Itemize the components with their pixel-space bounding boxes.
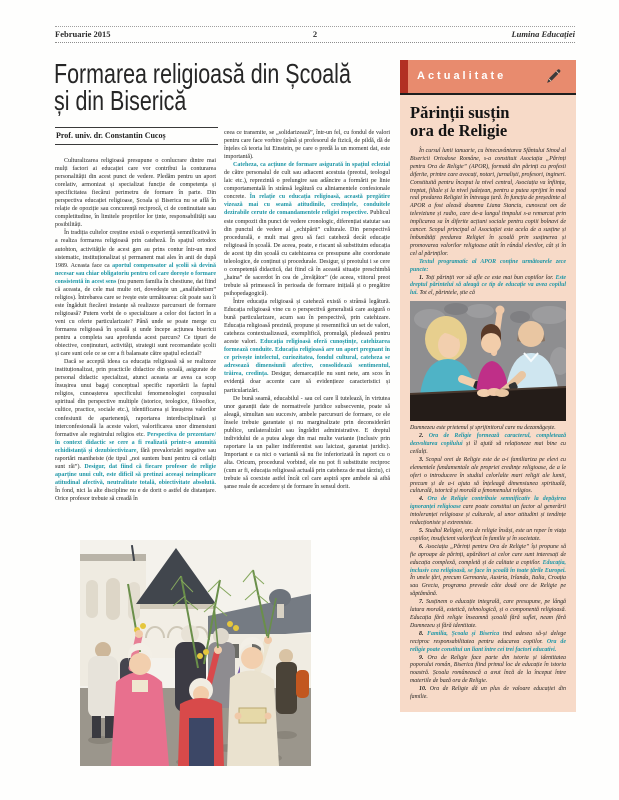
sidebar: [400, 60, 576, 712]
procession-photo-image: [80, 540, 311, 766]
paragraph: Textul programatic al APOR conține următoarele zece puncte:: [410, 258, 566, 273]
header-date: Februarie 2015: [55, 29, 111, 39]
family-photo: [410, 301, 566, 421]
section-header: [400, 60, 576, 93]
sidebar-title-line-2: ora de Religie: [410, 121, 508, 140]
paragraph: 6. Asociația „Părinți pentru Ora de Religie” își propune să fie aproape de părinți, apărători ai celor care sunt interesați de educația complexă, completă și de calitate a copiilor. Educația, inclusiv cea religioasă, se face în școală în toate țările Europei. În unele țări, precum Germania, Austria, Irlanda, Italia, Croația sau Grecia, programa prevede câte două ore de Religie pe săptămână.: [410, 543, 567, 598]
paragraph: 1. Toți părinții vor să afle ce este mai bun copiilor lor. Este dreptul părintelui să aleagă ce tip de educație va avea copilul lui. Tot el, părintele, știe că: [410, 274, 567, 297]
paragraph: În cursul lunii ianuarie, cu binecuvântarea Sfântului Sinod al Bisericii Ortodoxe Române, s-a constituit Asociația „Părinți pentru Ora de Religie” (APOR), formată din părinți cu profesii diferite, printre care avocați, notari, jurnaliști, profesori, ingineri. Constituită pentru început la nivel central, Asociația va înființa, treptat, filiale și la nivel județean, pentru a putea sprijini în mod real predarea Religiei în întreaga țară. În funcția de președinte al APOR a fost aleasă doamna Liana Stanciu, cunoscut om de televiziune și radio, care de-a lungul timpului s-a remarcat prin implicarea sa în diferite acțiuni sociale pentru copiii bolnavi de cancer. Scopul principal al Asociației este acela de a susține și îmbunătăți predarea Religiei în școală prin susținerea și promovarea valorilor religioase atât în rândul elevilor, cât și în cel al părinților.: [410, 148, 566, 257]
paragraph: În tradiția cultelor creștine există o experiență semnificativă în a realiza formarea religioasă prin cateheză. În spațiul ortodox autohton, activitățile de acest gen au prins contur într-un mod sistematic, instituționalizat și permanent mai ales în anii de după 1989. Aceasta face ca aportul compensator al școlii să devină necesar sau chiar obligatoriu pentru cel care dorește o formare consistentă în acest sens (nu punem familia în chestiune, dat fiind că aceasta, de cele mai multe ori, dovedește un „analfabetism” religios). Întrebarea care se ivește este următoarea: cât poate sau îi este îngăduit fiecărei instanțe să realizeze parcursuri de formare religioasă? Putem vorbi de o specializare a celor doi factori în a veni cu oferte particularizate? Până unde se poate merge cu formarea religioasă în școală și unde începe acțiunea bisericii pentru a completa sau aprofunda acest parcurs? Ce tipuri de obiective, conținuturi, activități, strategii sunt recomandate școlii și care sunt cele ce se cer a fi balansate către spațiul eclezial?: [55, 230, 216, 358]
paragraph: 5. Studiul Religiei, ora de religie însăși, este un reper în viața copiilor, insuficient valorificat în familie și în societate.: [410, 528, 567, 542]
author-byline: Prof. univ. dr. Constantin Cucoș: [55, 127, 218, 145]
paragraph: De bună seamă, educabilul - sau cel care îl tutelează, în virtutea unor garanții date de normativele juridice subsecvente, poate să aleagă, simultan sau succesiv, ambele parcursuri de formare, ce ele însele trebuie garantate și nu marginalizate prin deconsiderări publice, unilateralizări sau îngrădiri administrative. E dreptul individului de a putea alege din mai multe variante (inclusiv prin raportare la un palier indiferentist sau laicizat, garantat juridic). Important e ca nici o variantă să nu fie inferiorizată în raport cu o alta. Oricum, procedural vorbind, ele nu pot fi substituite reciproc (cum ar fi, educația religioasă actuală prin cateheza de mai târziu), ci trebuie să coexiste astfel încât cel care aspiră spre ambele să aibă șanse reale de accedere și de formare în sensul dorit.: [224, 395, 390, 491]
article-column-2: [224, 129, 390, 526]
paragraph: Între educația religioasă și cateheză există o strânsă legătură. Educația religioasă vine cu o perspectivă generalistă care asigură o bună particularizare, acum sau în perspectivă, prin catehizare. Educația religioasă prezintă, propune și resemnifică un set de valori, cateheza contextualizează, exemplifică, promulgă, pledează pentru aceste valori. Educația religioasă oferă cunoștințe, catehizarea formează conduite. Educația religioasă are un aport pregnant în ce privește intelectul, curiozitatea, fondul cultural, cateheza se adresează dimensiunii afective, consolidează sentimentul, trăirea, credința. Desigur, demarcațiile nu sunt nete, am scos în evidență doar accente care să evidențieze caracteristici și particularizări.: [224, 298, 390, 394]
sidebar-title-line-1: Părinții susțin: [410, 103, 510, 122]
article-column-1: [55, 157, 216, 525]
paragraph: 3. Scopul orei de Religie este de a-i familiariza pe elevi cu elementele fundamentale ale propriei credințe religioase, de a le oferi o introducere în studiul celorlalte mari religii ale lumii, precum și de a-i ajuta să înțeleagă dimensiunea spirituală, culturală, istorică și morală a fenomenului religios.: [410, 456, 567, 495]
paragraph: 9. Ora de Religie face parte din istoria și identitatea poporului român, Biserica fiind primul loc de educație în istoria noastră. Școala românească a avut încă de la început între materiile de bază ora de Religie.: [410, 654, 567, 685]
section-accent-bar: [400, 60, 408, 93]
sidebar-text-bottom: [410, 425, 566, 702]
pencil-icon: [545, 68, 562, 85]
sidebar-article-title: [410, 104, 566, 140]
paragraph: Dumnezeu este prietenul și sprijinitorul care nu dezamăgește.: [410, 425, 556, 432]
procession-photo: [80, 540, 311, 766]
paragraph: 7. Susținem o educație integrală, care presupune, pe lângă latura morală, estetică, tehnologică, și o componentă religioasă. Educația fără religie înseamnă școală fără suflet, neam fără Dumnezeu și fără identitate.: [410, 599, 567, 629]
header-brand: Lumina Educației: [511, 29, 575, 39]
paragraph: Culturalizarea religioasă presupune o conlucrare dintre mai mulți factori ai educației care vor contribui la conturarea personalității din acest punct de vedere. Pledăm pentru un aport corelativ, armonizat și specializat funcție de competența și specificitatea fiecărui perimetru de formare în parte. Din perspectiva educației religioase, Școala și Biserica nu se află în relație de opoziție sau concurență reciprocă, ci de continuitate sau completitudine, în limitele propriilor lor ținte, responsabilități sau posibilități.: [55, 158, 216, 229]
article-title-line-1: Formarea religioasă din Școală: [54, 58, 351, 89]
article-title: [54, 60, 435, 114]
page-header: [55, 26, 575, 43]
article-title-line-2: și din Biserică: [54, 85, 187, 116]
paragraph: Dacă se acceptă ideea ca educația religioasă să se realizeze instituționalizat, prin practicile didactice din școală, asigurate de personal didactic specializat, atunci aceasta ar avea ca scop însușirea unui bagaj conceptual specific raportării la faptul religios, cunoașterea specificului fenomenologiei corpusului spiritual din perspective multiple (istorice, teologice, filosofice, cultice, practice, sociale etc.), identificarea și însușirea valorilor confesiunii de apartenență, raportarea interdisciplinară și interconfesională la aceste valori, valorificarea unor dimensiuni formative ale registrului religios etc. Perspectiva de prezentare/în context didactic se cere a fi realizată printr-o anumită echidistanță și dezubiectivizare, fără prevalorizări negative sau raportări maniheiste (de tipul „noi suntem buni pentru că ceilalți sunt răi”). Desigur, dat fiind că fiecare profesor de religie aparține unui cult, este dificil să pretinzi aceeași neimplicare atitudinal afectivă, neutralitate totală, obiectivitate absolută. În fond, nici la alte discipline nu e de dorit o astfel de distanțare. Orice profesor trebuie să creadă în: [55, 359, 216, 502]
paragraph: 10. Ora de Religie dă un plus de valoare educației din familie.: [410, 686, 566, 701]
family-photo-image: [410, 301, 566, 421]
paragraph: ceea ce transmite, se „solidarizează”, într-un fel, cu fondul de valori pentru care face vorbire (până și profesorul de fizică, de pildă, dă de înțeles că teoria lui Einstein, pe care o predă la un moment dat, este importantă).: [224, 130, 390, 161]
header-page-number: 2: [312, 29, 318, 39]
section-label: Actualitate: [417, 70, 507, 82]
paragraph: Cateheza, ca acțiune de formare asigurată în spațiul eclezial de către personalul de cult sau adiacent acestuia (preotul, teologul laic etc.), reprezintă o prelungire sau adâncire a formării pe linie comportamentală în strânsă legătură cu aliniamentele confesionale concrete. În relație cu educația religioasă, această pregătire vizează mai cu seamă atitudinile, credințele, conduitele dezirabile cerute de comandamentele religiei respective. Publicul este compozit din punct de vedere cronologic, diferențiat statutar sau din punctul de vedere al „echipării” culturale. Din perspectivă procedurală, e mult mai greu să faci cateheză decât educație religioasă în școală. De aceea, poate, e riscant să substituim educația de acest tip din școală cu catehizarea ce presupune alte coordonate teleologice, de conținut și procedurale. Desigur, și preotului i se cere o competență didactică, dat fiind că în această situație preschimbă „haina” de sacerdot în cea de „învățător” (de aceea, viitorul preot trebuie să primească în perioada de formare inițială și o pregătire psihopedagogică).: [224, 162, 390, 297]
paragraph: 4. Ora de Religie contribuie semnificativ la depășirea ignoranței religioase care poate constitui un factor al generării intoleranței religioase și culturale, al unor atitudini și tendințe reducționiste și extremiste.: [410, 496, 567, 527]
paragraph: 2. Ora de Religie formează caracterul, completează dezvoltarea copilului și îl ajută să relaționeze mai bine cu ceilalți.: [410, 433, 567, 455]
paragraph: 8. Familia, Școala și Biserica tind adesea să-și delege reciproc responsabilitatea pentru educarea copiilor. Ora de religie poate constitui un liant între cei trei factori educativi.: [410, 630, 566, 653]
sidebar-panel: [400, 93, 576, 712]
sidebar-text-top: [410, 148, 566, 298]
